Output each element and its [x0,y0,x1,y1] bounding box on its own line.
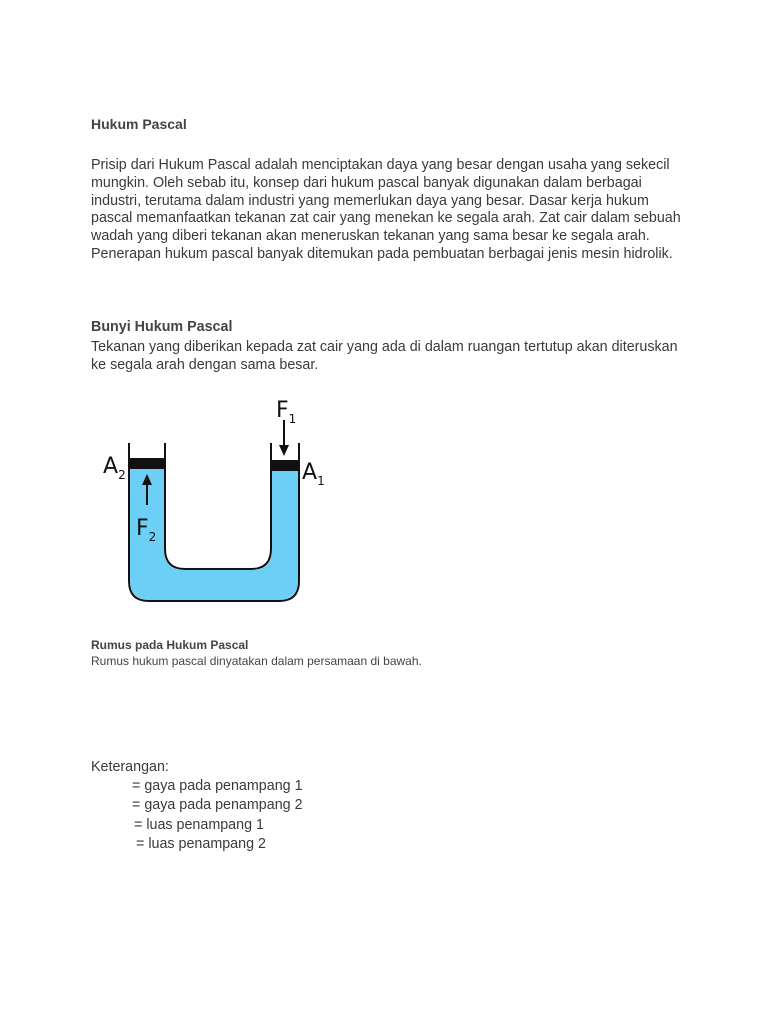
bunyi-heading: Bunyi Hukum Pascal [91,319,233,335]
label-a2: $A_2$ [103,454,126,482]
piston-a1 [271,460,299,471]
keterangan-title: Keterangan: [91,759,169,775]
label-f2: $F_2$ [136,516,157,544]
label-a1: $A_1$ [302,460,325,488]
f1-arrowhead [279,445,289,456]
rumus-heading: Rumus pada Hukum Pascal [91,638,249,652]
pascal-u-tube-diagram [96,395,336,610]
intro-paragraph: Prisip dari Hukum Pascal adalah menciptakan daya yang besar dengan usaha yang sekecil mungkin. Oleh sebab itu, konsep dari hukum pascal banyak digunakan dalam berbagai industri, terutama dalam industri yang memerlukan daya yang besar. Dasar kerja hukum pascal memanfaatkan tekanan zat cair yang menekan ke segala arah. Zat cair dalam sebuah wadah yang diberi tekanan akan meneruskan tekanan yang sama besar ke segala arah. Penerapan hukum pascal banyak ditemukan pada pembuatan berbagai jenis mesin hidrolik. [91,157,681,262]
keterangan-item: = luas penampang 1 [134,817,264,833]
keterangan-item: = gaya pada penampang 2 [132,797,303,813]
label-f1: $F_1$ [276,398,297,426]
bunyi-text: Tekanan yang diberikan kepada zat cair yang ada di dalam ruangan tertutup akan diteruskan ke segala arah dengan sama besar. [91,339,678,373]
rumus-text: Rumus hukum pascal dinyatakan dalam persamaan di bawah. [91,654,422,668]
tube-inner-wall [165,443,271,569]
page-title: Hukum Pascal [91,116,187,132]
piston-a2 [129,458,165,469]
keterangan-item: = luas penampang 2 [136,836,266,852]
keterangan-item: = gaya pada penampang 1 [132,778,303,794]
